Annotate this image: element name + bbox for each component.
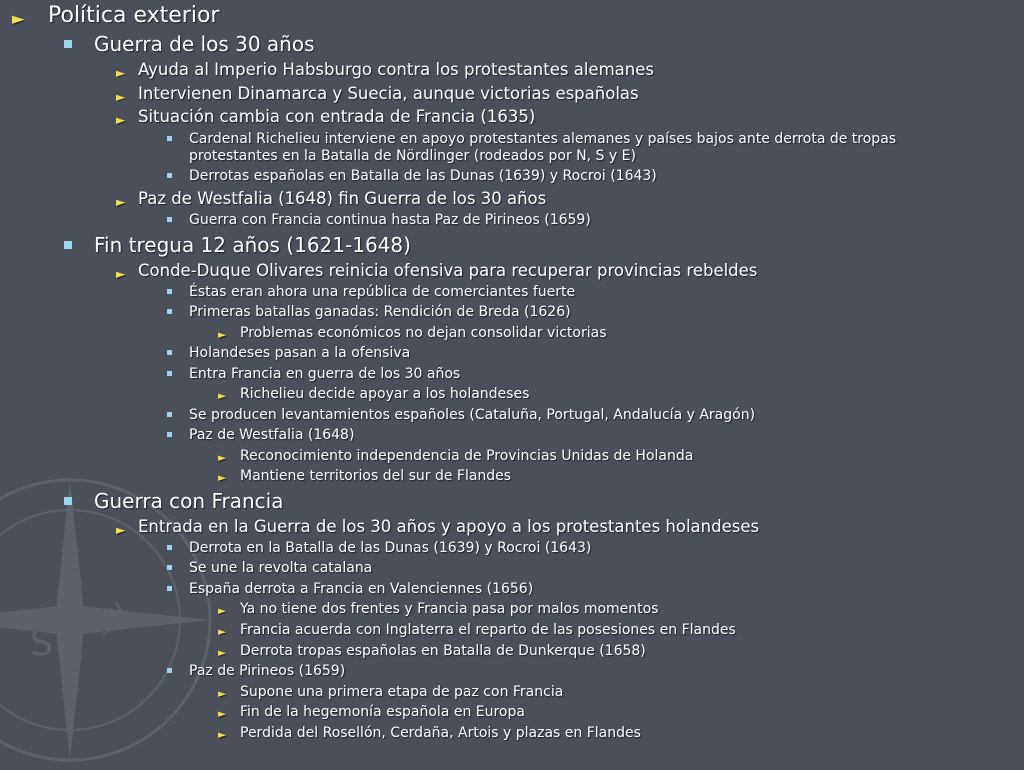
square-bullet-icon [64,40,72,48]
square-bullet-icon [64,497,72,505]
bullet-text: Cardenal Richelieu interviene en apoyo protestantes alemanes y países bajos ante derrota de tropas [189,131,897,147]
bullet-derrotas-dunas-rocroi [167,168,657,185]
bullet-richelieu-interviene [167,131,896,165]
bullet-text: Paz de Pirineos (1659) [189,663,346,679]
bullet-text: Se une la revolta catalana [189,560,373,576]
arrow-bullet-icon: ► [218,688,227,700]
bullet-guerra-30-anos [64,32,315,56]
compass-watermark [0,470,220,770]
bullet-fin-tregua [64,233,411,257]
square-bullet-icon [64,241,72,249]
bullet-fin-hegemonia [218,704,525,721]
bullet-text: Guerra con Francia [94,489,284,513]
bullet-text: Francia acuerda con Inglaterra el reparto de las posesiones en Flandes [240,622,736,638]
bullet-text: Entrada en la Guerra de los 30 años y apoyo a los protestantes holandeses [138,517,760,536]
square-bullet-icon [167,136,172,141]
bullet-text: Entra Francia en guerra de los 30 años [189,366,461,382]
bullet-text: España derrota a Francia en Valenciennes (1656) [189,581,534,597]
bullet-text: Intervienen Dinamarca y Suecia, aunque victorias españolas [138,84,639,103]
arrow-bullet-icon: ► [218,708,227,720]
bullet-text: Paz de Westfalia (1648) fin Guerra de los 30 años [138,189,547,208]
arrow-bullet-icon: ► [116,113,126,127]
arrow-bullet-icon: ► [116,195,126,209]
bullet-text: Perdida del Rosellón, Cerdaña, Artois y plazas en Flandes [240,725,641,741]
bullet-text: Ayuda al Imperio Habsburgo contra los protestantes alemanes [138,60,654,79]
square-bullet-icon [167,309,172,314]
arrow-bullet-icon: ► [218,626,227,638]
bullet-text: Derrota en la Batalla de las Dunas (1639) y Rocroi (1643) [189,540,592,556]
bullet-ayuda-habsburgo [116,60,654,80]
bullet-text: Se producen levantamientos españoles (Cataluña, Portugal, Andalucía y Aragón) [189,407,756,423]
square-bullet-icon [167,545,172,550]
arrow-bullet-icon: ► [116,267,126,281]
square-bullet-icon [167,668,172,673]
bullet-perdida-rosellon [218,725,641,742]
bullet-rendicion-breda [167,304,571,321]
square-bullet-icon [167,412,172,417]
bullet-text: Richelieu decide apoyar a los holandeses [240,386,530,402]
bullet-text: Guerra de los 30 años [94,32,315,56]
bullet-valenciennes [167,581,533,598]
square-bullet-icon [167,565,172,570]
bullet-dinamarca-suecia [116,84,639,104]
bullet-entrada-guerra [116,517,759,537]
arrow-bullet-icon: ► [218,605,227,617]
bullet-paz-westfalia [167,427,354,444]
square-bullet-icon [167,432,172,437]
bullet-primera-etapa-paz [218,684,563,701]
bullet-politica-exterior [12,3,219,29]
bullet-dos-frentes [218,601,659,618]
bullet-text: Política exterior [48,3,220,28]
bullet-text: Ya no tiene dos frentes y Francia pasa por malos momentos [240,601,659,617]
square-bullet-icon [167,173,172,178]
square-bullet-icon [167,217,172,222]
bullet-text: Fin tregua 12 años (1621-1648) [94,233,411,257]
bullet-republica-comerciantes [167,284,575,301]
bullet-text: Primeras batallas ganadas: Rendición de Breda (1626) [189,304,571,320]
bullet-text: Derrota tropas españolas en Batalla de Dunkerque (1658) [240,643,646,659]
bullet-francia-inglaterra [218,622,736,639]
arrow-bullet-icon: ► [218,472,227,484]
square-bullet-icon [167,350,172,355]
bullet-text: Supone una primera etapa de paz con Francia [240,684,564,700]
bullet-text: Conde-Duque Olivares reinicia ofensiva para recuperar provincias rebeldes [138,261,758,280]
arrow-bullet-icon: ► [116,90,126,104]
bullet-holandeses-ofensiva [167,345,410,362]
bullet-entrada-francia [116,107,535,127]
bullet-paz-pirineos [167,663,345,680]
bullet-text-continued: protestantes en la Batalla de Nördlinger (rodeados por N, S y E) [189,148,636,164]
arrow-bullet-icon: ► [116,523,126,537]
arrow-bullet-icon: ► [218,647,227,659]
bullet-paz-westfalia-fin [116,189,546,209]
bullet-text: Problemas económicos no dejan consolidar victorias [240,325,607,341]
bullet-text: Fin de la hegemonía española en Europa [240,704,525,720]
bullet-richelieu-holandeses [218,386,529,403]
bullet-text: Holandeses pasan a la ofensiva [189,345,411,361]
bullet-text: Éstas eran ahora una república de comerciantes fuerte [189,284,576,300]
arrow-bullet-icon: ► [218,729,227,741]
bullet-text: Guerra con Francia continua hasta Paz de Pirineos (1659) [189,212,591,228]
arrow-bullet-icon: ► [218,452,227,464]
bullet-text: Situación cambia con entrada de Francia (1635) [138,107,536,126]
bullet-levantamientos [167,407,755,424]
square-bullet-icon [167,371,172,376]
bullet-olivares-ofensiva [116,261,757,281]
bullet-text: Reconocimiento independencia de Provincias Unidas de Holanda [240,448,694,464]
compass-south-label: S [30,623,53,664]
bullet-territorios-flandes [218,468,511,485]
bullet-guerra-con-francia [64,489,283,513]
compass-southwest-label: SW [89,598,133,642]
bullet-problemas-economicos [218,325,606,342]
bullet-guerra-francia-continua [167,212,591,229]
bullet-derrota-dunas [167,540,591,557]
bullet-dunkerque [218,643,646,660]
bullet-entra-francia [167,366,460,383]
bullet-text: Derrotas españolas en Batalla de las Dunas (1639) y Rocroi (1643) [189,168,657,184]
arrow-bullet-icon: ► [12,9,25,28]
square-bullet-icon [167,586,172,591]
bullet-text: Paz de Westfalia (1648) [189,427,355,443]
bullet-independencia-holanda [218,448,693,465]
arrow-bullet-icon: ► [218,329,227,341]
square-bullet-icon [167,289,172,294]
arrow-bullet-icon: ► [218,390,227,402]
arrow-bullet-icon: ► [116,66,126,80]
bullet-revolta-catalana [167,560,372,577]
bullet-text: Mantiene territorios del sur de Flandes [240,468,512,484]
